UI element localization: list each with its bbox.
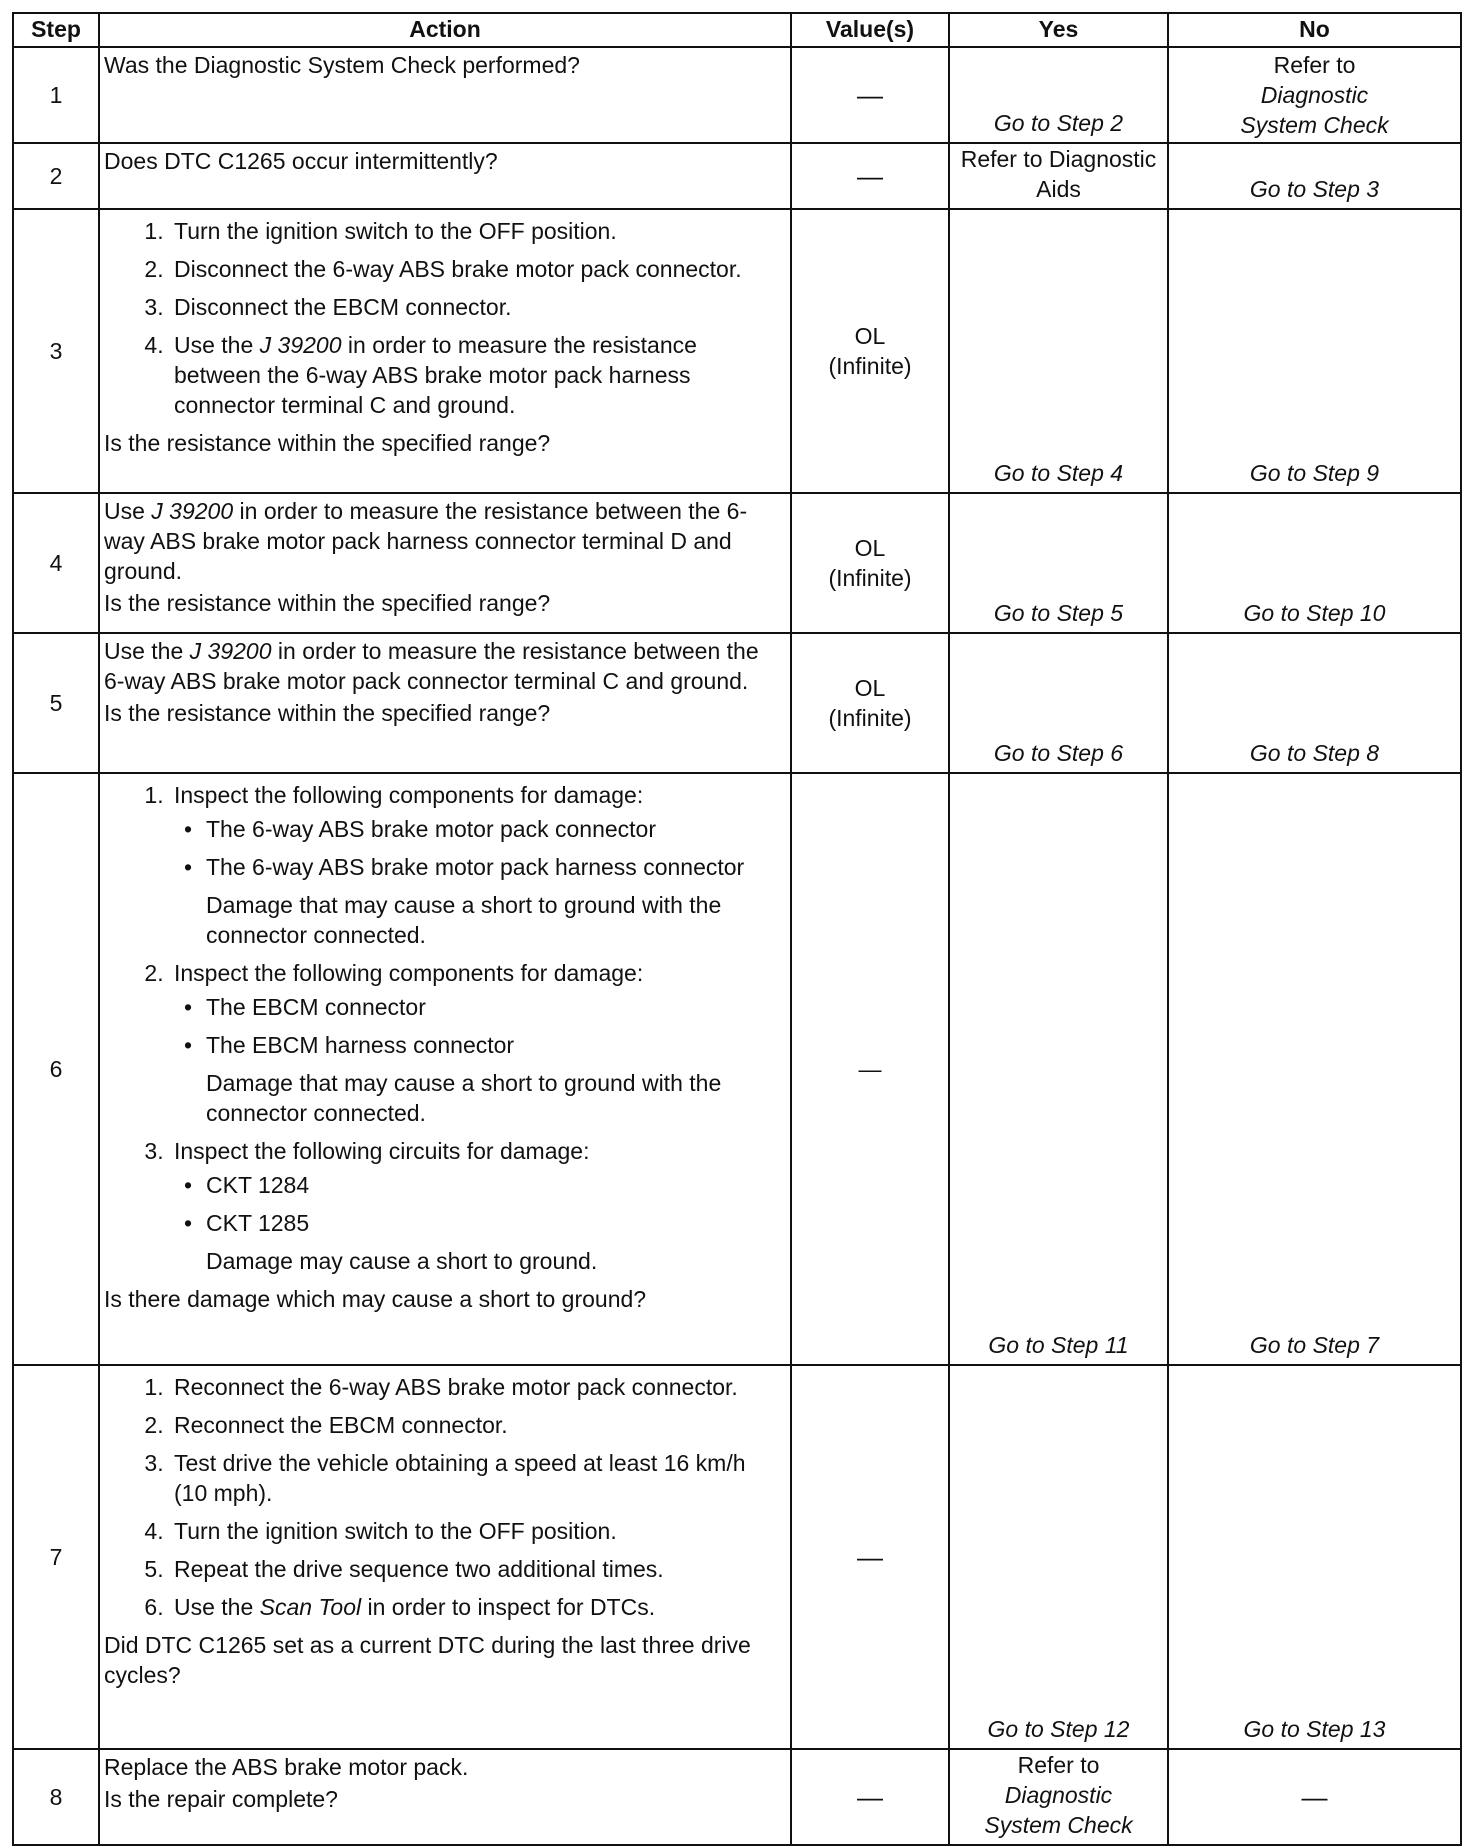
action-item <box>170 1136 784 1276</box>
value-cell: — <box>791 143 949 209</box>
step-number: 5 <box>13 633 99 773</box>
action-item-text: Inspect the following circuits for damage: <box>174 1138 590 1164</box>
step-number: 8 <box>13 1749 99 1845</box>
value-cell: — <box>791 47 949 143</box>
action-item: 3. Disconnect the EBCM connector. <box>170 292 784 322</box>
question: Is there damage which may cause a short to ground? <box>104 1286 647 1312</box>
damage-note: Damage that may cause a short to ground with the connector connected. <box>206 892 722 948</box>
action-cell <box>99 773 791 1365</box>
header-step: Step <box>13 13 99 47</box>
no-cell: Go to Step 3 <box>1168 143 1461 209</box>
yes-cell: Go to Step 4 <box>949 209 1168 493</box>
table-row <box>13 633 1461 773</box>
value-cell: — <box>791 1365 949 1749</box>
yes-cell: Go to Step 5 <box>949 493 1168 633</box>
step-number: 7 <box>13 1365 99 1749</box>
no-cell: Go to Step 7 <box>1168 773 1461 1365</box>
value-line-1: OL <box>854 675 886 701</box>
diagnostic-table-container <box>12 12 1462 1846</box>
bullet-item: • CKT 1284 <box>206 1170 784 1200</box>
yes-cell: Refer to Diagnostic Aids <box>949 143 1168 209</box>
value-line-2: (Infinite) <box>828 705 912 731</box>
action-cell <box>99 47 791 143</box>
question: Is the resistance within the specified range? <box>104 430 551 456</box>
action-text: Use the J 39200 in order to measure the resistance between the 6-way ABS brake motor pack connector terminal C and ground. <box>104 638 759 694</box>
yes-cell: Go to Step 6 <box>949 633 1168 773</box>
step-number: 6 <box>13 773 99 1365</box>
action-item: 4. Turn the ignition switch to the OFF position. <box>170 1516 784 1546</box>
step-number: 2 <box>13 143 99 209</box>
question: Is the repair complete? <box>104 1786 338 1812</box>
action-cell <box>99 143 791 209</box>
action-cell <box>99 1365 791 1749</box>
action-cell <box>99 209 791 493</box>
action-item: 2. Reconnect the EBCM connector. <box>170 1410 784 1440</box>
value-cell <box>791 633 949 773</box>
bullet-item: • The 6-way ABS brake motor pack harness connector <box>206 852 784 882</box>
bullet-item: • CKT 1285 <box>206 1208 784 1238</box>
question: Is the resistance within the specified range? <box>104 590 551 616</box>
action-item: 1. Reconnect the 6-way ABS brake motor pack connector. <box>170 1372 784 1402</box>
no-cell: Go to Step 9 <box>1168 209 1461 493</box>
action-cell <box>99 633 791 773</box>
table-row <box>13 47 1461 143</box>
diagnostic-table <box>12 12 1462 1846</box>
bullet-item: • The 6-way ABS brake motor pack connector <box>206 814 784 844</box>
table-row <box>13 773 1461 1365</box>
yes-cell: Go to Step 12 <box>949 1365 1168 1749</box>
step-number: 4 <box>13 493 99 633</box>
action-item-text: Inspect the following components for damage: <box>174 782 644 808</box>
step-number: 1 <box>13 47 99 143</box>
table-row <box>13 209 1461 493</box>
no-cell: Go to Step 13 <box>1168 1365 1461 1749</box>
action-item: 2. Disconnect the 6-way ABS brake motor pack connector. <box>170 254 784 284</box>
action-text: Use J 39200 in order to measure the resistance between the 6-way ABS brake motor pack harness connector terminal D and ground. <box>104 498 748 584</box>
action-text: Replace the ABS brake motor pack. <box>104 1754 469 1780</box>
value-line-2: (Infinite) <box>828 353 912 379</box>
action-cell <box>99 1749 791 1845</box>
action-item: 5. Repeat the drive sequence two additional times. <box>170 1554 784 1584</box>
no-cell: Go to Step 10 <box>1168 493 1461 633</box>
value-cell <box>791 493 949 633</box>
question: Does DTC C1265 occur intermittently? <box>104 148 498 174</box>
table-row <box>13 143 1461 209</box>
question: Was the Diagnostic System Check performed? <box>104 52 580 78</box>
step-number: 3 <box>13 209 99 493</box>
value-cell: — <box>791 1749 949 1845</box>
no-cell-text: Refer to Diagnostic System Check <box>1240 52 1389 138</box>
value-line-1: OL <box>854 323 886 349</box>
question: Is the resistance within the specified range? <box>104 700 551 726</box>
question: Did DTC C1265 set as a current DTC during the last three drive cycles? <box>104 1632 751 1688</box>
header-action: Action <box>99 13 791 47</box>
action-item: 1. Turn the ignition switch to the OFF position. <box>170 216 784 246</box>
yes-cell: Go to Step 2 <box>949 47 1168 143</box>
value-line-1: OL <box>854 535 886 561</box>
table-row <box>13 1749 1461 1845</box>
yes-cell <box>949 1749 1168 1845</box>
no-cell: — <box>1168 1749 1461 1845</box>
action-item <box>170 958 784 1128</box>
action-cell <box>99 493 791 633</box>
value-cell <box>791 209 949 493</box>
value-line-2: (Infinite) <box>828 565 912 591</box>
no-cell <box>1168 47 1461 143</box>
action-item: 3. Test drive the vehicle obtaining a speed at least 16 km/h (10 mph). <box>170 1448 784 1508</box>
value-cell: — <box>791 773 949 1365</box>
header-row <box>13 13 1461 47</box>
table-row <box>13 1365 1461 1749</box>
header-values: Value(s) <box>791 13 949 47</box>
bullet-item: • The EBCM harness connector <box>206 1030 784 1060</box>
header-yes: Yes <box>949 13 1168 47</box>
yes-cell: Go to Step 11 <box>949 773 1168 1365</box>
bullet-item: • The EBCM connector <box>206 992 784 1022</box>
damage-note: Damage that may cause a short to ground with the connector connected. <box>206 1070 722 1126</box>
yes-cell-text: Refer to Diagnostic System Check <box>984 1752 1133 1838</box>
damage-note: Damage may cause a short to ground. <box>206 1248 598 1274</box>
action-item <box>170 780 784 950</box>
no-cell: Go to Step 8 <box>1168 633 1461 773</box>
action-item-text: Inspect the following components for damage: <box>174 960 644 986</box>
action-item: 6. Use the Scan Tool in order to inspect for DTCs. <box>170 1592 784 1622</box>
table-row <box>13 493 1461 633</box>
header-no: No <box>1168 13 1461 47</box>
action-item: 4. Use the J 39200 in order to measure the resistance between the 6-way ABS brake motor pack harness connector terminal C and ground. <box>170 330 784 420</box>
